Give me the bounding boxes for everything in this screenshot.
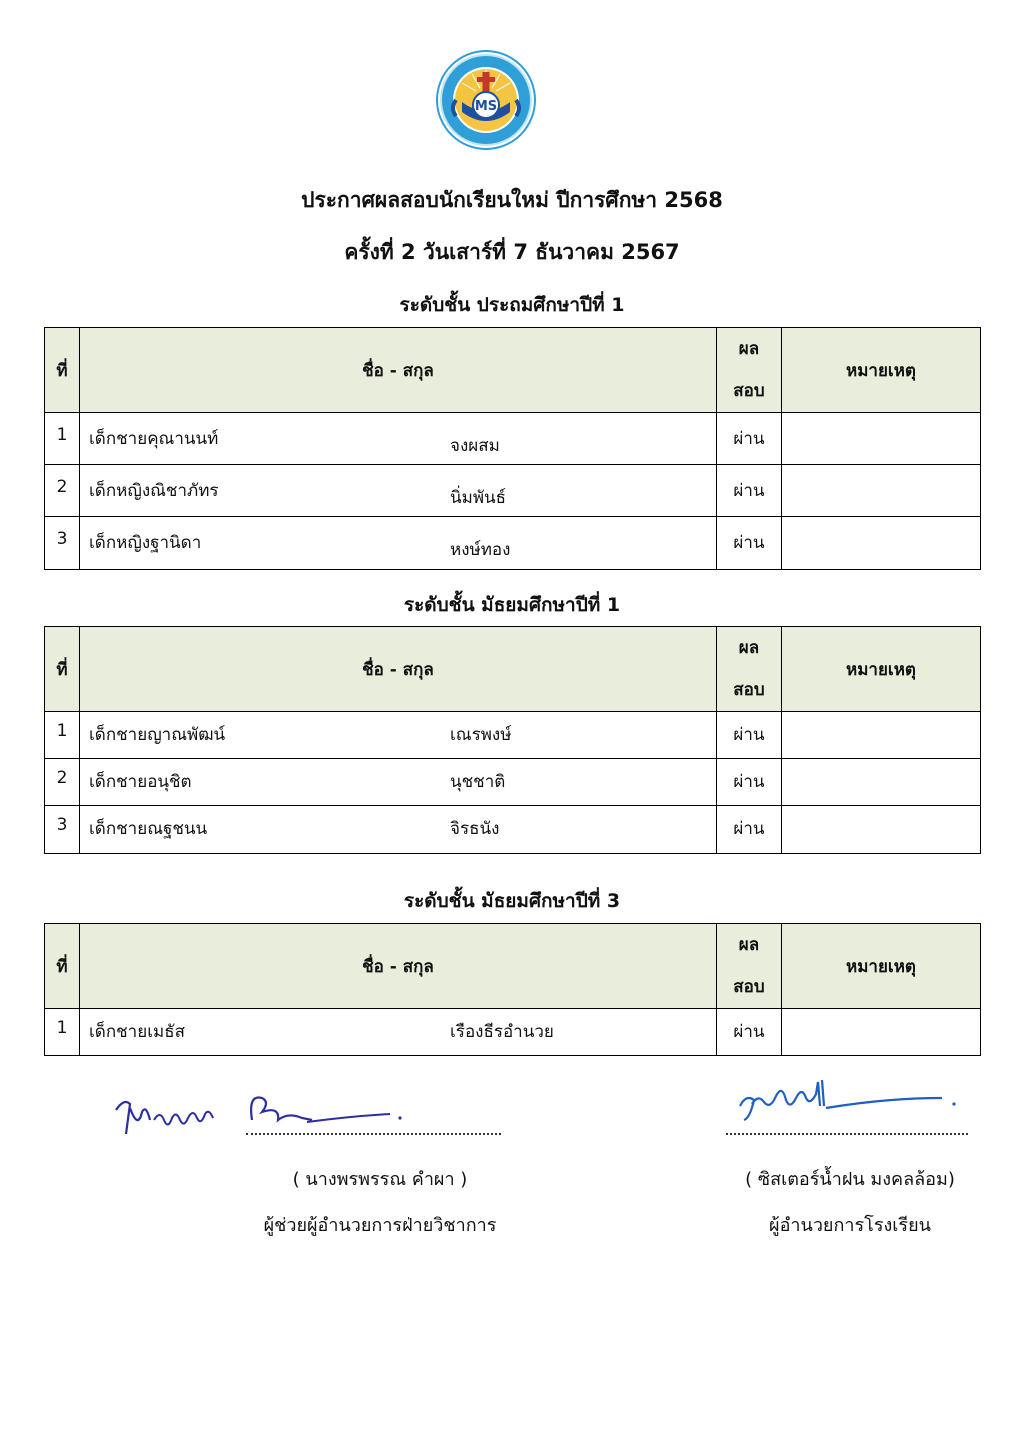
row-number: 3 [45,517,80,570]
column-header-result [717,924,782,1009]
table-row [45,759,981,806]
signatory-name: ( นางพรพรรณ คำผา ) [292,1169,468,1190]
signature-assistant-director [112,1090,412,1145]
column-header-result-bottom: สอบ [733,680,765,700]
last-name: นิ่มพันธ์ [450,488,507,508]
column-header-note: หมายเหตุ [782,627,981,712]
first-name: เด็กหญิงฐานิดา [89,533,202,553]
student-name [80,413,717,465]
school-logo [436,50,536,150]
row-number: 1 [45,1009,80,1056]
column-header-name: ชื่อ - สกุล [80,924,717,1009]
first-name: เด็กชายคุณานนท์ [89,429,219,449]
svg-text:MS: MS [474,99,498,114]
student-name [80,1009,717,1056]
school-seal-icon [436,50,536,150]
table-row [45,1009,981,1056]
remark [782,1009,981,1056]
student-name [80,712,717,759]
last-name: นุชชาติ [450,772,506,792]
exam-result: ผ่าน [717,465,782,517]
table-row [45,806,981,854]
first-name: เด็กชายอนุชิต [89,772,192,792]
table-row [45,413,981,465]
signature-line [246,1133,501,1135]
row-number: 2 [45,759,80,806]
exam-result: ผ่าน [717,806,782,854]
signatory-name: ( ซิสเตอร์น้ำฝน มงคลล้อม) [745,1169,955,1190]
table-header-row [45,627,981,712]
remark [782,517,981,570]
table-header-row [45,924,981,1009]
column-header-no: ที่ [45,328,80,413]
results-table [44,327,981,570]
last-name: หงษ์ทอง [450,540,511,560]
exam-result: ผ่าน [717,712,782,759]
first-name: เด็กชายญาณพัฒน์ [89,725,226,745]
student-name [80,465,717,517]
first-name: เด็กหญิงณิชาภัทร [89,481,219,501]
page-title: ประกาศผลสอบนักเรียนใหม่ ปีการศึกษา 2568 [301,188,723,212]
table-row [45,517,981,570]
column-header-result-top: ผล [738,638,760,658]
column-header-name: ชื่อ - สกุล [80,627,717,712]
student-name [80,759,717,806]
exam-result: ผ่าน [717,759,782,806]
results-table [44,626,981,854]
signatory-position: ผู้ช่วยผู้อำนวยการฝ่ายวิชาการ [263,1215,497,1236]
exam-result: ผ่าน [717,517,782,570]
exam-result: ผ่าน [717,1009,782,1056]
remark [782,759,981,806]
student-name [80,517,717,570]
table-row [45,712,981,759]
signature-director [736,1076,966,1131]
column-header-result-top: ผล [738,339,760,359]
column-header-name: ชื่อ - สกุล [80,328,717,413]
column-header-result [717,328,782,413]
remark [782,413,981,465]
first-name: เด็กชายเมธัส [89,1022,185,1042]
section-level-heading: ระดับชั้น มัธยมศึกษาปีที่ 3 [403,890,621,912]
section-level-heading: ระดับชั้น ประถมศึกษาปีที่ 1 [399,294,625,316]
last-name: เรืองธีรอำนวย [450,1022,554,1042]
table-header-row [45,328,981,413]
column-header-note: หมายเหตุ [782,328,981,413]
first-name: เด็กชายณฐชนน [89,819,208,839]
results-table [44,923,981,1056]
column-header-result-bottom: สอบ [733,977,765,997]
table-row [45,465,981,517]
row-number: 1 [45,712,80,759]
column-header-result-bottom: สอบ [733,381,765,401]
remark [782,465,981,517]
column-header-result [717,627,782,712]
signature-line [726,1133,968,1135]
student-name [80,806,717,854]
last-name: จิรธนัง [450,819,500,839]
row-number: 1 [45,413,80,465]
row-number: 2 [45,465,80,517]
section-level-heading: ระดับชั้น มัธยมศึกษาปีที่ 1 [403,594,621,616]
exam-result: ผ่าน [717,413,782,465]
column-header-note: หมายเหตุ [782,924,981,1009]
page-subtitle: ครั้งที่ 2 วันเสาร์ที่ 7 ธันวาคม 2567 [344,240,680,264]
column-header-result-top: ผล [738,935,760,955]
signatory-position: ผู้อำนวยการโรงเรียน [769,1215,931,1236]
column-header-no: ที่ [45,924,80,1009]
row-number: 3 [45,806,80,854]
remark [782,712,981,759]
remark [782,806,981,854]
column-header-no: ที่ [45,627,80,712]
last-name: จงผสม [450,436,500,456]
last-name: เณรพงษ์ [450,725,512,745]
